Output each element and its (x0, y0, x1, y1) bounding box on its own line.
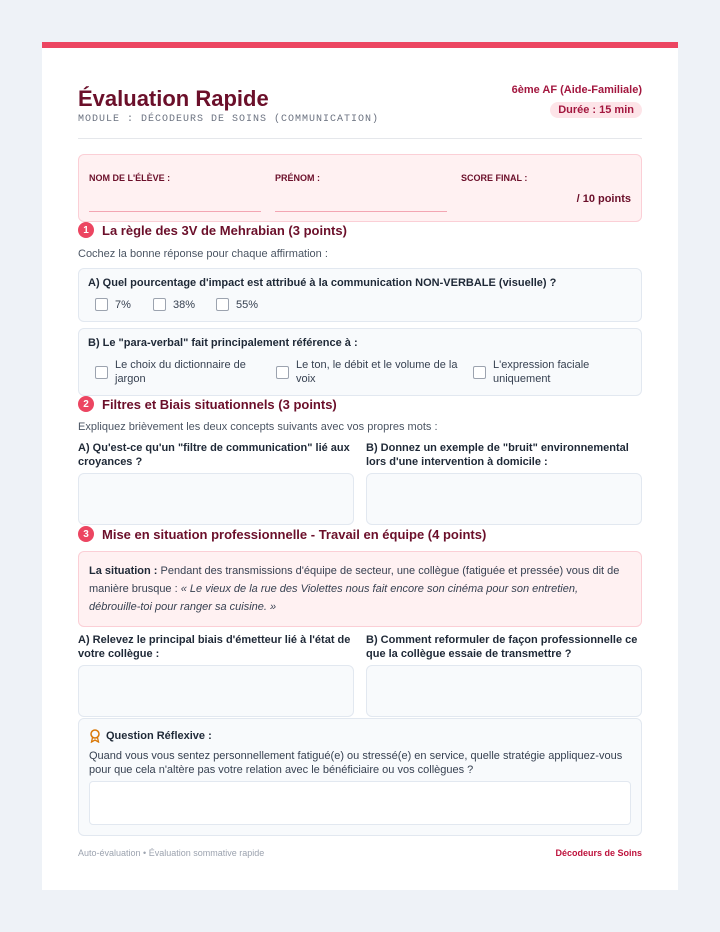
section-1-title: La règle des 3V de Mehrabian (3 points) (102, 222, 347, 238)
situation-text (89, 562, 629, 616)
section-1-instruction: Cochez la bonne réponse pour chaque affirmation : (78, 248, 328, 260)
section-1-number: 1 (78, 222, 94, 238)
reflexive-title: Question Réflexive : (106, 730, 212, 742)
header-divider (78, 138, 642, 139)
question-1a-box (78, 268, 642, 322)
score-suffix: / 10 points (576, 193, 631, 205)
option-1b-3[interactable]: L'expression faciale uniquement (473, 358, 603, 386)
section-3-title: Mise en situation professionnelle - Travail en équipe (4 points) (102, 526, 487, 542)
option-1a-1[interactable]: 7% (95, 298, 131, 311)
checkbox[interactable] (153, 298, 166, 311)
firstname-field[interactable] (275, 211, 447, 212)
section-1-header (78, 222, 347, 238)
question-3b-text: B) Comment reformuler de façon professionnelle ce que la collègue essaie de transmettre ? (366, 634, 638, 660)
footer-left: Auto-évaluation • Évaluation sommative rapide (78, 848, 265, 858)
reflexive-header (89, 729, 212, 743)
top-accent-bar (42, 42, 678, 48)
checkbox[interactable] (95, 366, 108, 379)
reflexive-answer-field[interactable] (89, 781, 631, 825)
score-label: SCORE FINAL : (461, 173, 528, 183)
checkbox[interactable] (473, 366, 486, 379)
reflexive-question-box (78, 718, 642, 836)
answer-3a-field[interactable] (78, 665, 354, 717)
section-3-header (78, 526, 486, 542)
situation-body: Pendant des transmissions d'équipe de secteur, une collègue (fatiguée et pressée) vous dit de manière brusque : (89, 565, 620, 595)
question-3a-text: A) Relevez le principal biais d'émetteur lié à l'état de votre collègue : (78, 634, 351, 660)
situation-box (78, 551, 642, 627)
checkbox[interactable] (276, 366, 289, 379)
option-1b-2[interactable]: Le ton, le débit et le volume de la voix (276, 358, 464, 386)
reflexive-text: Quand vous vous sentez personnellement fatigué(e) ou stressé(e) en service, quelle stratégie appliquez-vous pour que cela n'altère pas votre relation avec le bénéficiaire ou vos collègues ? (89, 750, 623, 776)
name-label: NOM DE L'ÉLÈVE : (89, 173, 171, 183)
checkbox[interactable] (95, 298, 108, 311)
section-2-instruction: Expliquez brièvement les deux concepts suivants avec vos propres mots : (78, 421, 438, 433)
section-2-header (78, 396, 337, 412)
checkbox[interactable] (216, 298, 229, 311)
question-1b-box (78, 328, 642, 396)
situation-quote: « Le vieux de la rue des Violettes nous fait encore son cinéma pour son entretien, débrouille-toi pour ranger sa cuisine. » (89, 583, 579, 613)
question-1a-text: A) Quel pourcentage d'impact est attribué à la communication NON-VERBALE (visuelle) ? (88, 277, 557, 289)
answer-2b-field[interactable] (366, 473, 642, 525)
answer-2a-field[interactable] (78, 473, 354, 525)
page-title: Évaluation Rapide (78, 86, 269, 111)
student-info-box (78, 154, 642, 222)
question-2a-text: A) Qu'est-ce qu'un "filtre de communication" lié aux croyances ? (78, 442, 350, 468)
module-subtitle: MODULE : DÉCODEURS DE SOINS (COMMUNICATION) (78, 114, 380, 125)
footer-right: Décodeurs de Soins (555, 848, 642, 858)
situation-label: La situation : (89, 565, 158, 577)
question-2b-text: B) Donnez un exemple de "bruit" environnemental lors d'une intervention à domicile : (366, 442, 629, 468)
evaluation-sheet (42, 42, 678, 890)
option-1b-1[interactable]: Le choix du dictionnaire de jargon (95, 358, 255, 386)
option-1a-3[interactable]: 55% (216, 298, 258, 311)
section-3-number: 3 (78, 526, 94, 542)
class-label: 6ème AF (Aide-Familiale) (511, 84, 642, 96)
name-field[interactable] (89, 211, 261, 212)
answer-3b-field[interactable] (366, 665, 642, 717)
option-1a-2[interactable]: 38% (153, 298, 195, 311)
medal-icon (89, 729, 101, 743)
firstname-label: PRÉNOM : (275, 173, 320, 183)
duration-badge: Durée : 15 min (550, 102, 642, 118)
question-1b-text: B) Le "para-verbal" fait principalement référence à : (88, 337, 358, 349)
section-2-title: Filtres et Biais situationnels (3 points) (102, 396, 337, 412)
section-2-number: 2 (78, 396, 94, 412)
